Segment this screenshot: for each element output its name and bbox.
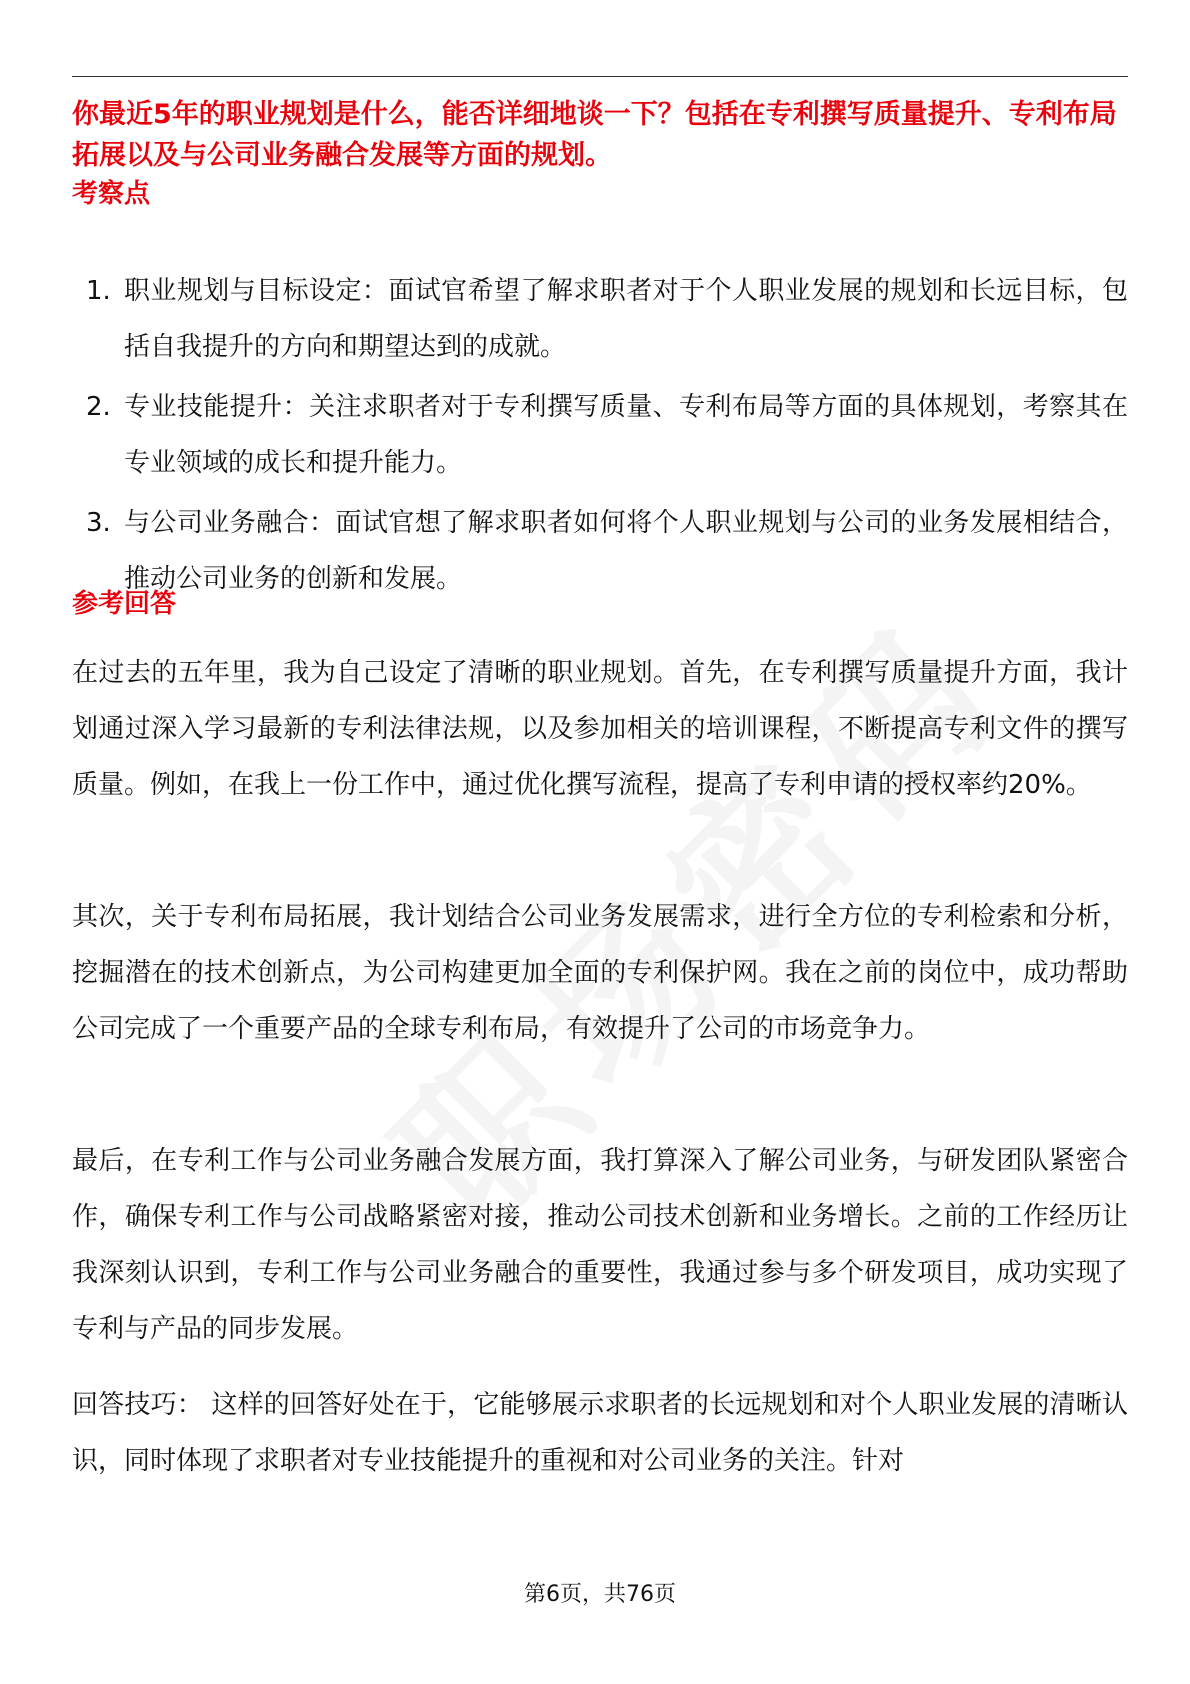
list-item-number: 2.: [86, 392, 111, 422]
document-page: [72, 0, 1128, 1684]
question-title: 你最近5年的职业规划是什么，能否详细地谈一下？包括在专利撰写质量提升、专利布局拓展以及与公司业务融合发展等方面的规划。: [72, 99, 1117, 171]
list-item: [72, 379, 1128, 491]
points-heading: 考察点: [72, 179, 151, 209]
answer-paragraph: 在过去的五年里，我为自己设定了清晰的职业规划。首先，在专利撰写质量提升方面，我计划通过深入学习最新的专利法律法规，以及参加相关的培训课程，不断提高专利文件的撰写质量。例如，在我上一份工作中，通过优化撰写流程，提高了专利申请的授权率约20%。: [72, 658, 1128, 800]
list-item-number: 3.: [86, 508, 111, 538]
answer-paragraph: 其次，关于专利布局拓展，我计划结合公司业务发展需求，进行全方位的专利检索和分析，挖掘潜在的技术创新点，为公司构建更加全面的专利保护网。我在之前的岗位中，成功帮助公司完成了一个重要产品的全球专利布局，有效提升了公司的市场竞争力。: [72, 902, 1128, 1044]
list-item-text: 职业规划与目标设定：面试官希望了解求职者对于个人职业发展的规划和长远目标，包括自我提升的方向和期望达到的成就。: [124, 276, 1128, 362]
list-item-text: 与公司业务融合：面试官想了解求职者如何将个人职业规划与公司的业务发展相结合，推动公司业务的创新和发展。: [124, 508, 1128, 594]
list-item-number: 1.: [86, 276, 111, 306]
answer-paragraph: 最后，在专利工作与公司业务融合发展方面，我打算深入了解公司业务，与研发团队紧密合作，确保专利工作与公司战略紧密对接，推动公司技术创新和业务增长。之前的工作经历让我深刻认识到，专利工作与公司业务融合的重要性，我通过参与多个研发项目，成功实现了专利与产品的同步发展。: [72, 1146, 1128, 1344]
points-list: [72, 263, 1128, 611]
list-item-text: 专业技能提升：关注求职者对于专利撰写质量、专利布局等方面的具体规划，考察其在专业领域的成长和提升能力。: [124, 392, 1128, 478]
top-divider: [72, 76, 1128, 77]
answer-tips-paragraph: 回答技巧： 这样的回答好处在于，它能够展示求职者的长远规划和对个人职业发展的清晰认识，同时体现了求职者对专业技能提升的重视和对公司业务的关注。针对: [72, 1390, 1128, 1476]
list-item: [72, 263, 1128, 375]
answer-heading: 参考回答: [72, 589, 177, 619]
page-number: 第6页，共76页: [524, 1582, 676, 1607]
list-item: [72, 495, 1128, 607]
